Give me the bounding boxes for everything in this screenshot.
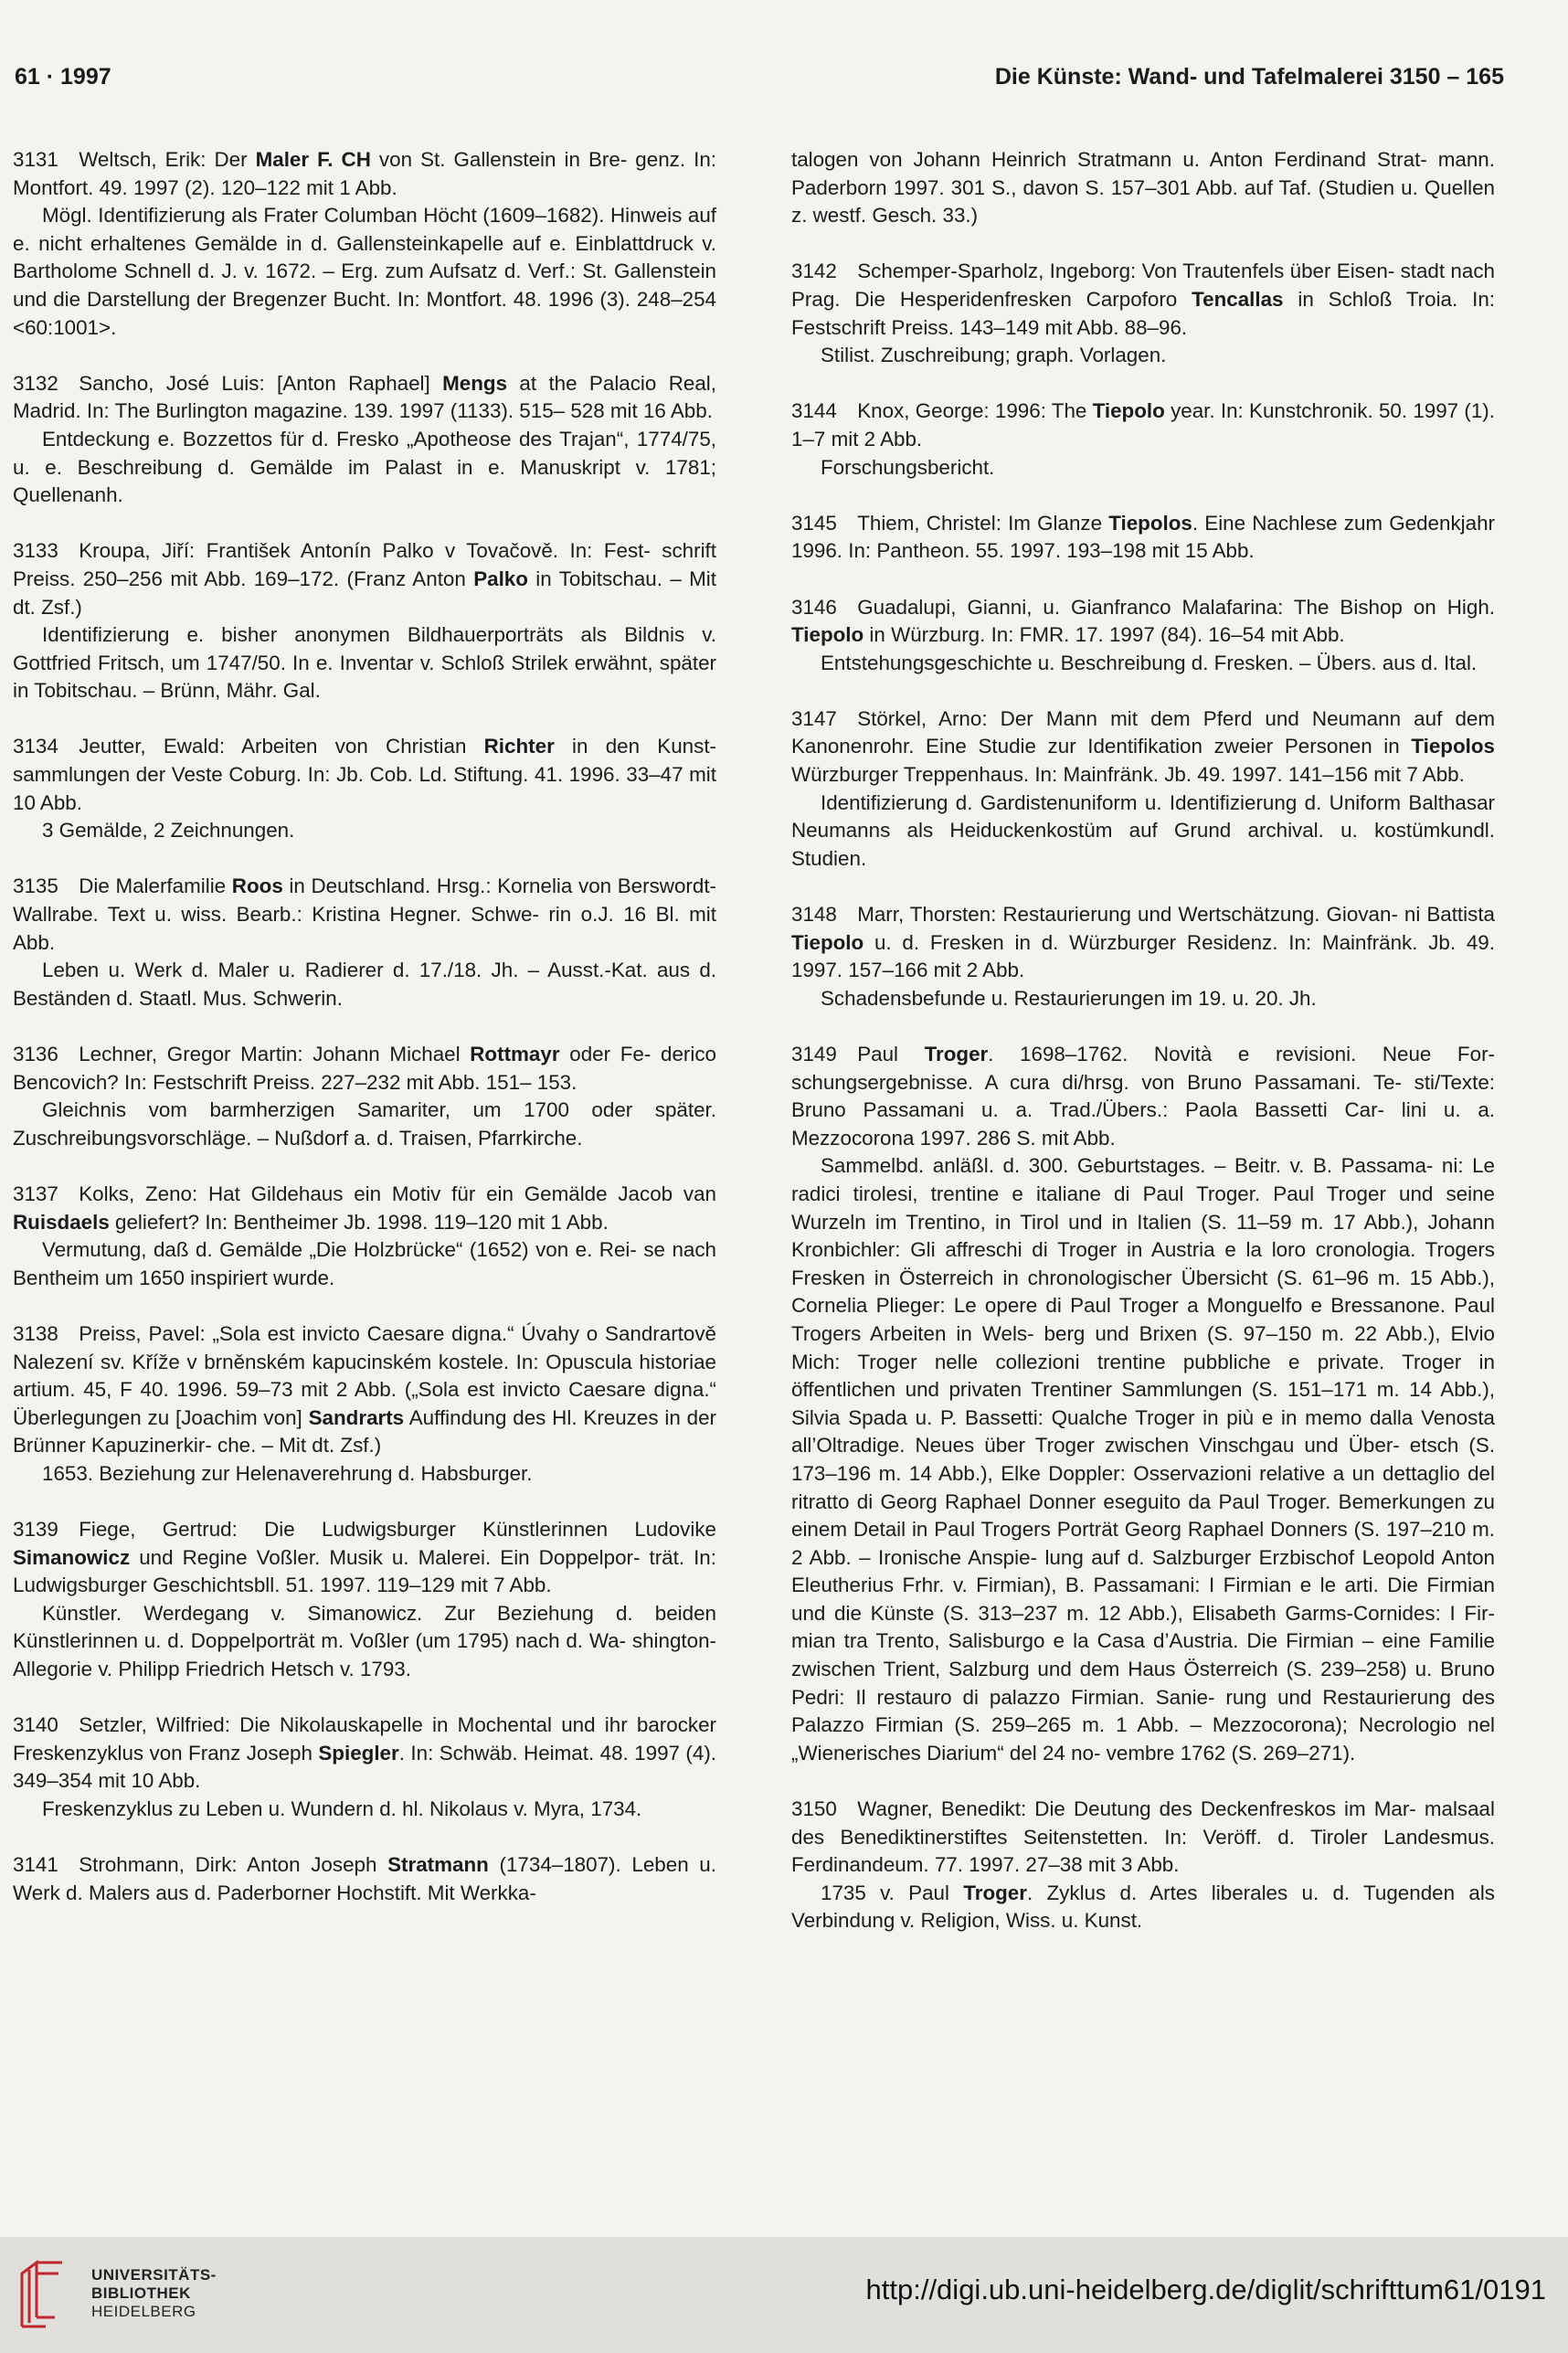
- entry-citation: [791, 510, 1495, 566]
- entry-citation: [13, 1712, 716, 1796]
- header-page-ref: 61 · 1997: [15, 64, 111, 90]
- entry-number: 3131: [13, 148, 58, 171]
- entry-number: 3135: [13, 874, 58, 898]
- bibliography-entry: [791, 1041, 1495, 1767]
- entry-number: 3137: [13, 1182, 58, 1205]
- entry-text: Störkel, Arno: Der Mann mit dem Pferd und Neumann auf dem Kanonenrohr. Eine Studie zur Identifikation zweier Personen in: [791, 706, 1495, 758]
- entry-annotation: Schadensbefunde u. Restaurierungen im 19. u. 20. Jh.: [821, 986, 1317, 1010]
- entry-text: Fiege, Gertrud: Die Ludwigsburger Künstlerinnen Ludovike: [79, 1518, 716, 1542]
- footer-bar: [0, 2237, 1568, 2353]
- entry-text-cont: geliefert? In: Bentheimer Jb. 1998. 119–120 mit 1 Abb.: [109, 1210, 609, 1234]
- entry-annotation: Freskenzyklus zu Leben u. Wundern d. hl. Nikolaus v. Myra, 1734.: [42, 1797, 642, 1821]
- entry-annotation: Leben u. Werk d. Maler u. Radierer d. 17./18. Jh. – Ausst.-Kat. aus d. Beständen d. Staatl. Mus. Schwerin.: [13, 959, 716, 1010]
- entry-annotation: Entdeckung e. Bozzettos für d. Fresko „Apotheose des Trajan“, 1774/75, u. e. Beschreibung d. Gemälde im Palast in e. Manuskript v. 1781; Quellenanh.: [13, 427, 716, 507]
- bibliography-entry: [13, 146, 716, 342]
- bibliography-entry: [13, 1851, 716, 1907]
- entry-text-cont: oder Fe- derico Bencovich? In: Festschrift Preiss. 227–232 mit Abb. 151– 153.: [13, 1043, 717, 1094]
- bibliography-entry: [791, 594, 1495, 678]
- entry-text-cont: (1734–1807). Leben u. Werk d. Malers aus d. Paderborner Hochstift. Mit Werkka-: [13, 1853, 716, 1904]
- entry-keyword: Palko: [473, 567, 528, 590]
- entry-citation: [791, 258, 1495, 342]
- bibliography-entry: [791, 1796, 1495, 1935]
- entry-text-cont: von St. Gallenstein in Bre- genz. In: Montfort. 49. 1997 (2). 120–122 mit 1 Abb.: [13, 148, 716, 199]
- entry-keyword: Tencallas: [1192, 287, 1284, 311]
- entry-text-cont: . In: Schwäb. Heimat. 48. 1997 (4). 349–354 mit 10 Abb.: [13, 1741, 717, 1793]
- entry-number: 3134: [13, 735, 58, 758]
- entry-text-cont: . 1698–1762. Novità e revisioni. Neue For- schungsergebnisse. A cura di/hrsg. von Bruno Passamani. Te- sti/Texte: Bruno Passamani u. a. Trad./Übers.: Paola Bassetti Car- lini u. a. Mezzocorona 1997. 286 S. mit Abb.: [791, 1043, 1495, 1150]
- entry-text: Guadalupi, Gianni, u. Gianfranco Malafarina: The Bishop on High.: [857, 595, 1495, 619]
- left-column: [13, 146, 716, 1935]
- entry-annotation: Sammelbd. anläßl. d. 300. Geburtstages. – Beitr. v. B. Passama- ni: Le radici tirolesi, trentine e italiane di Paul Troger. Paul Troger und seine Wurzeln im Trentino, in Tirol und in Italien (S. 11–59 m. 17 Abb.), Johann Kronbichler: Gli affreschi di Troger in Austria e la loro cronologia. Trogers Fresken in Österreich in chronologischer Übersicht (S. 61–96 m. 15 Abb.), Cornelia Plieger: Le opere di Paul Troger a Monguelfo e Bressanone. Paul Trogers Arbeiten in Wels- berg und Brixen (S. 97–150 m. 22 Abb.), Elvio Mich: Troger nelle collezioni trentine pubbliche e private. Troger in öffentlichen und privaten Trentiner Sammlungen (S. 151–171 m. 14 Abb.), Silvia Spada u. P. Bassetti: Qualche Troger in più e in memo dalla Venosta all’Oltradige. Neues über Troger zwischen Vinschgau und Über- etsch (S. 173–196 m. 14 Abb.), Elke Doppler: Osservazioni relative a un dettaglio del ritratto di Georg Raphael Donner eseguito da Paul Troger. Bemerkungen zu einem Detail in Paul Trogers Porträt Georg Raphael Donners (S. 197–210 m. 2 Abb. – Ironische Anspie- lung auf d. Salzburger Erzbischof Leopold Anton Eleutherius Frhr. v. Firmian), B. Passamani: I Firmian e le arti. Die Firmian und die Künste (S. 313–237 m. 12 Abb.), Elisabeth Garms-Cornides: I Fir- mian tra Trento, Salisburgo e la Casa d’Austria. Die Firmian – eine Familie zwischen Trient, Salzburg und dem Haus Österreich (S. 239–258) u. Bruno Pedri: Il restauro di palazzo Firmian. Sanie- rung und Restaurierung des Palazzo Firmian (S. 259–265 m. 1 Abb. – Mezzocorona); Necrologio nel „Wienerisches Diarium“ del 24 no- vembre 1762 (S. 269–271).: [791, 1154, 1495, 1765]
- entry-annotation: Mögl. Identifizierung als Frater Columban Höcht (1609–1682). Hinweis auf e. nicht erhaltenes Gemälde in d. Gallensteinkapelle auf e. Einblattdruck v. Bartholome Schnell d. J. v. 1672. – Erg. zum Aufsatz d. Verf.: St. Gallenstein und die Darstellung der Bregenzer Bucht. In: Montfort. 48. 1996 (3). 248–254 <60:1001>.: [13, 204, 716, 339]
- entry-keyword: Rottmayr: [470, 1043, 560, 1065]
- entry-text-cont: Auffindung des Hl. Kreuzes in der Brünner Kapuzinerkir- che. – Mit dt. Zsf.): [13, 1405, 716, 1457]
- entry-annotation: [791, 1880, 1495, 1935]
- entry-text: Jeutter, Ewald: Arbeiten von Christian: [79, 735, 484, 758]
- entry-number: 3147: [791, 706, 837, 730]
- bibliography-entry: [13, 1041, 716, 1152]
- entry-annotation-text-cont: . Zyklus d. Artes liberales u. d. Tugenden als Verbindung v. Religion, Wiss. u. Kunst.: [791, 1881, 1495, 1933]
- entry-citation: [13, 537, 716, 621]
- entry-text: Schemper-Sparholz, Ingeborg: Von Trautenfels über Eisen- stadt nach Prag. Die Hesperidenfresken Carpoforo: [791, 260, 1495, 311]
- entry-citation: [13, 733, 716, 817]
- entry-keyword: Mengs: [442, 371, 508, 395]
- entry-number: 3133: [13, 539, 58, 563]
- entry-keyword: Tiepolo: [1092, 399, 1165, 423]
- entry-citation: [791, 594, 1495, 650]
- entry-text: Kroupa, Jiří: František Antonín Palko v Tovačově. In: Fest- schrift Preiss. 250–256 mit Abb. 169–172. (Franz Anton: [13, 539, 716, 590]
- right-column: [791, 146, 1495, 1964]
- entry-citation: [13, 146, 716, 202]
- entry-keyword: Ruisdaels: [13, 1210, 110, 1234]
- header-section-title: Die Künste: Wand- und Tafelmalerei 3150 – 165: [994, 64, 1504, 90]
- entry-number: 3132: [13, 371, 58, 395]
- entry-annotation: Identifizierung d. Gardistenuniform u. Identifizierung d. Uniform Balthasar Neumanns als Heiduckenkostüm auf Grund archival. u. kostümkundl. Studien.: [791, 790, 1495, 870]
- entry-text-cont: year. In: Kunstchronik. 50. 1997 (1). 1–7 mit 2 Abb.: [791, 399, 1495, 450]
- entry-annotation: Künstler. Werdegang v. Simanowicz. Zur Beziehung d. beiden Künstlerinnen u. d. Doppelporträt m. Voßler (um 1795) nach d. Wa- shington-Allegorie v. Philipp Friedrich Hetsch v. 1793.: [13, 1601, 716, 1681]
- entry-annotation: Identifizierung e. bisher anonymen Bildhauerporträts als Bildnis v. Gottfried Fritsch, um 1747/50. In e. Inventar v. Schloß Strilek erwähnt, später in Tobitschau. – Brünn, Mähr. Gal.: [13, 623, 716, 703]
- entry-text: Marr, Thorsten: Restaurierung und Wertschätzung. Giovan- ni Battista: [857, 903, 1495, 927]
- entry-number: 3142: [791, 260, 837, 283]
- entry-text-cont: und Regine Voßler. Musik u. Malerei. Ein Doppelpor- trät. In: Ludwigsburger Geschichtsbll. 51. 1997. 119–129 mit 7 Abb.: [13, 1545, 716, 1597]
- entry-keyword: Stratmann: [387, 1853, 489, 1877]
- entry-annotation-keyword: Troger: [963, 1881, 1027, 1904]
- entry-citation: [13, 1851, 716, 1907]
- bibliography-entry: [791, 705, 1495, 874]
- entry-annotation: 3 Gemälde, 2 Zeichnungen.: [42, 819, 295, 843]
- entry-citation: [791, 1041, 1495, 1152]
- entry-text-cont: in Deutschland. Hrsg.: Kornelia von Berswordt-Wallrabe. Text u. wiss. Bearb.: Kristina Hegner. Schwe- rin o.J. 16 Bl. mit Abb.: [13, 874, 716, 954]
- source-url-link[interactable]: http://digi.ub.uni-heidelberg.de/diglit/schrifttum61/0191: [865, 2274, 1546, 2305]
- entry-text: Sancho, José Luis: [Anton Raphael]: [79, 371, 443, 395]
- entry-citation: [13, 1181, 716, 1236]
- entry-text-cont: in Schloß Troia. In: Festschrift Preiss. 143–149 mit Abb. 88–96.: [791, 287, 1495, 339]
- bibliography-entry: [791, 146, 1495, 230]
- entry-number: 3141: [13, 1853, 58, 1877]
- entry-number: 3138: [13, 1321, 58, 1345]
- bibliography-entry: [13, 1320, 716, 1489]
- entry-number: 3148: [791, 903, 837, 927]
- entry-number: 3150: [791, 1797, 837, 1821]
- entry-number: 3139: [13, 1518, 58, 1542]
- entry-number: 3145: [791, 511, 837, 535]
- entry-citation: [13, 1516, 716, 1600]
- entry-text-cont: in den Kunst- sammlungen der Veste Coburg. In: Jb. Cob. Ld. Stiftung. 41. 1996. 33–47 mit 10 Abb.: [13, 735, 716, 814]
- entry-keyword: Tiepolo: [791, 930, 864, 954]
- entry-number: 3144: [791, 399, 837, 423]
- entry-text: Paul: [857, 1043, 925, 1065]
- bibliography-entry: [13, 1712, 716, 1823]
- entry-text-cont: u. d. Fresken in d. Würzburger Residenz. In: Mainfränk. Jb. 49. 1997. 157–166 mit 2 Abb.: [791, 930, 1495, 982]
- entry-text: Thiem, Christel: Im Glanze: [857, 511, 1109, 535]
- entry-keyword: Sandrarts: [308, 1405, 405, 1429]
- library-name-line3: HEIDELBERG: [91, 2303, 196, 2320]
- entry-keyword: Spiegler: [318, 1741, 399, 1765]
- entry-text: Knox, George: 1996: The: [857, 399, 1093, 423]
- entry-text: Kolks, Zeno: Hat Gildehaus ein Motiv für ein Gemälde Jacob van: [79, 1182, 716, 1205]
- bibliography-entry: [13, 1181, 716, 1292]
- entry-citation: [13, 370, 716, 426]
- entry-text: Wagner, Benedikt: Die Deutung des Deckenfreskos im Mar- malsaal des Benediktinerstiftes Seitenstetten. In: Veröff. d. Tiroler Landesmus. Ferdinandeum. 77. 1997. 27–38 mit 3 Abb.: [791, 1797, 1495, 1877]
- entry-annotation: Vermutung, daß d. Gemälde „Die Holzbrücke“ (1652) von e. Rei- se nach Bentheim um 1650 inspiriert wurde.: [13, 1238, 716, 1289]
- bibliography-entry: [13, 1516, 716, 1684]
- entry-text: Setzler, Wilfried: Die Nikolauskapelle in Mochental und ihr barocker Freskenzyklus von Franz Joseph: [13, 1713, 716, 1765]
- entry-keyword: Maler F. CH: [255, 148, 371, 171]
- entry-keyword: Richter: [483, 735, 555, 758]
- bibliography-entry: [13, 733, 716, 844]
- entry-text: Strohmann, Dirk: Anton Joseph: [79, 1853, 388, 1877]
- bibliography-entry: [791, 258, 1495, 369]
- library-name-line2: BIBLIOTHEK: [91, 2284, 191, 2302]
- bibliography-entry: [791, 397, 1495, 482]
- library-name: [91, 2266, 217, 2321]
- entry-annotation: Entstehungsgeschichte u. Beschreibung d. Fresken. – Übers. aus d. Ital.: [821, 651, 1478, 674]
- entry-citation: [791, 397, 1495, 453]
- entry-text-cont: . Eine Nachlese zum Gedenkjahr 1996. In: Pantheon. 55. 1997. 193–198 mit 15 Abb.: [791, 511, 1495, 563]
- entry-number: 3140: [13, 1713, 58, 1737]
- bibliography-entry: [13, 370, 716, 510]
- entry-text: Preiss, Pavel: „Sola est invicto Caesare digna.“ Úvahy o Sandrartově Nalezení sv. Kříže v brněnském kapucinském kostele. In: Opuscula historiae artium. 45, F 40. 1996. 59–73 mit 2 Abb. („Sola est invicto Caesare digna.“ Überlegungen zu [Joachim von]: [13, 1321, 716, 1429]
- entry-citation: [13, 1320, 716, 1460]
- library-logo-icon: [18, 2253, 66, 2328]
- entry-text: talogen von Johann Heinrich Stratmann u. Anton Ferdinand Strat- mann. Paderborn 1997. 301 S., davon S. 157–301 Abb. auf Taf. (Studien u. Quellen z. westf. Gesch. 33.): [791, 148, 1495, 228]
- entry-annotation: Gleichnis vom barmherzigen Samariter, um 1700 oder später. Zuschreibungsvorschläge. – Nußdorf a. d. Traisen, Pfarrkirche.: [13, 1098, 716, 1150]
- library-name-line1: UNIVERSITÄTS-: [91, 2266, 217, 2284]
- bibliography-entry: [791, 510, 1495, 566]
- entry-text-cont: at the Palacio Real, Madrid. In: The Burlington magazine. 139. 1997 (1133). 515– 528 mit 16 Abb.: [13, 371, 716, 423]
- entry-text: Die Malerfamilie: [79, 874, 232, 898]
- entry-citation: [13, 873, 716, 957]
- entry-keyword: Tiepolo: [791, 623, 864, 647]
- bibliography-entry: [791, 901, 1495, 1012]
- entry-keyword: Troger: [924, 1043, 989, 1065]
- entry-citation: [791, 705, 1495, 790]
- running-header: [15, 64, 1504, 101]
- entry-citation: [791, 1796, 1495, 1880]
- entry-text-cont: Würzburger Treppenhaus. In: Mainfränk. Jb. 49. 1997. 141–156 mit 7 Abb.: [791, 763, 1465, 787]
- entry-citation: [791, 146, 1495, 230]
- entry-annotation: Stilist. Zuschreibung; graph. Vorlagen.: [821, 344, 1167, 367]
- entry-annotation: Forschungsbericht.: [821, 455, 995, 479]
- entry-text: Weltsch, Erik: Der: [79, 148, 256, 171]
- entry-number: 3136: [13, 1043, 58, 1065]
- entry-citation: [791, 901, 1495, 985]
- entry-keyword: Tiepolos: [1108, 511, 1192, 535]
- entry-number: 3146: [791, 595, 837, 619]
- entry-keyword: Tiepolos: [1411, 735, 1495, 758]
- entry-text-cont: in Würzburg. In: FMR. 17. 1997 (84). 16–54 mit Abb.: [863, 623, 1345, 647]
- entry-keyword: Roos: [231, 874, 283, 898]
- entry-number: 3149: [791, 1043, 837, 1065]
- entry-annotation-text: 1735 v. Paul: [821, 1881, 964, 1904]
- bibliography-entry: [13, 873, 716, 1012]
- entry-annotation: 1653. Beziehung zur Helenaverehrung d. Habsburger.: [42, 1461, 533, 1485]
- entry-text: Lechner, Gregor Martin: Johann Michael: [79, 1043, 471, 1065]
- entry-citation: [13, 1041, 716, 1097]
- entry-text-cont: in Tobitschau. – Mit dt. Zsf.): [13, 567, 716, 619]
- entry-keyword: Simanowicz: [13, 1545, 131, 1569]
- bibliography-entry: [13, 537, 716, 705]
